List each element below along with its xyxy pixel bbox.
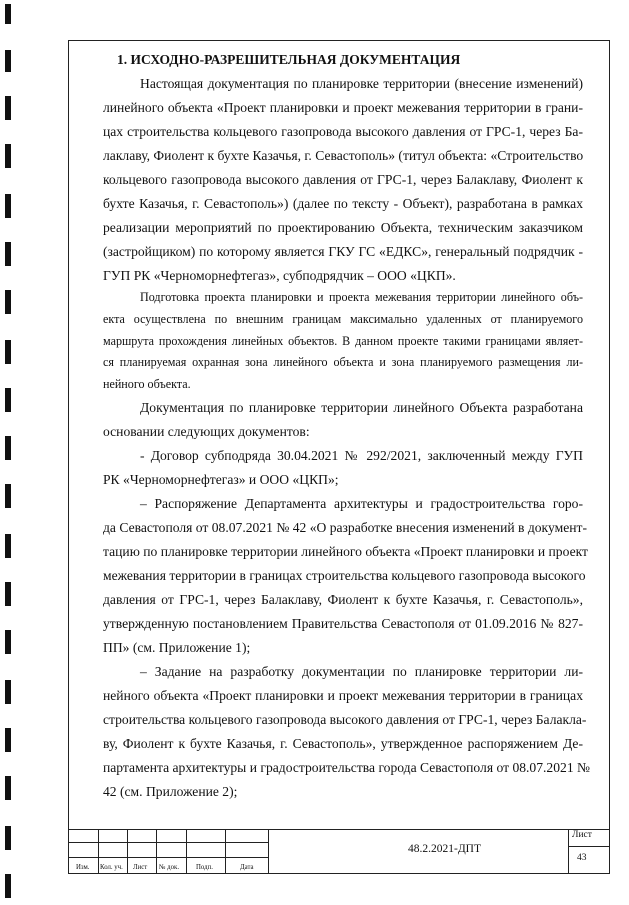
document-code: 48.2.2021-ДПТ	[408, 843, 482, 855]
stamp-col-count: Кол. уч.	[100, 864, 123, 871]
list-item-contract: - Договор субподряда 30.04.2021 № 292/2021, заключенный между ГУП	[140, 448, 583, 463]
stamp-col-sheet: Лист	[133, 864, 148, 871]
sheet-label: Лист	[572, 830, 592, 840]
stamp-col-change: Изм.	[76, 864, 90, 871]
sheet-number: 43	[577, 853, 587, 863]
stamp-col-doc: № док.	[159, 864, 180, 871]
section-heading: 1. ИСХОДНО-РАЗРЕШИТЕЛЬНАЯ ДОКУМЕНТАЦИЯ	[117, 52, 461, 67]
paragraph-boundaries: Подготовка проекта планировки и проекта межевания территории линейного объ- екта осуществлена по внешним границам максимально удаленных от планируемого маршрута прохождения линейных объектов. В данном проекте такими границами являет- ся планируемая охранная зона линейного объекта и зона планируемого размещения ли- нейного объекта.	[103, 290, 583, 392]
list-item-order: – Распоряжение Департамента архитектуры и градостроительства горо-	[140, 496, 583, 511]
stamp-col-sign: Подп.	[196, 864, 213, 871]
list-item-assignment: – Задание на разработку документации по планировке территории ли-	[140, 664, 583, 679]
title-block	[68, 829, 610, 874]
stamp-col-date: Дата	[240, 864, 254, 871]
paragraph-intro: Настоящая документация по планировке территории (внесение изменений) линейного объекта «Проект планировки и проект межевания территории в грани- цах строительства кольцевого газопровода высокого давления от ГРС-1, через Ба- лаклаву, Фиолент к бухте Казачья, г. Севастополь» (титул объекта: «Строительство кольцевого газопровода высокого давления от ГРС-1, через Балаклаву, Фиолент к бухте Казачья, г. Севастополь») (далее по тексту - Объект), разработана в рамках реализации мероприятий по проектированию Объекта, техническим заказчиком (застройщиком) по которому является ГКУ ГС «ЕДКС», генеральный подрядчик - ГУП РК «Черноморнефтегаз», субподрядчик – ООО «ЦКП».	[103, 76, 584, 283]
paragraph-basis: Документация по планировке территории линейного Объекта разработана основании следующих документов: - Договор субподряда 30.04.2021 № 292/2021, заключенный между ГУП РК «Черноморнефтегаз» и ООО «ЦКП»; – Распоряжение Департамента архитектуры и градостроительства горо- да Севастополя от 08.07.2021 № 42 «О разработке внесения изменений в документ- тацию по планировке территории линейного объекта «Проект планировки и проект межевания территории в границах строительства кольцевого газопровода высокого давления от ГРС-1, через Балаклаву, Фиолент к бухте Казачья, г. Севастополь», утвержденную постановлением Правительства Севастополя от 01.09.2016 № 827- ПП» (см. Приложение 1); – Задание на разработку документации по планировке территории ли- нейного объекта «Проект планировки и проект межевания территории в границах строительства кольцевого газопровода высокого давления от ГРС-1, через Балакла- ву, Фиолент к бухте Казачья, г. Севастополь», утвержденное распоряжением Де- партамента архитектуры и градостроительства города Севастополя от 08.07.2021 № 42 (см. Приложение 2);	[103, 400, 590, 799]
